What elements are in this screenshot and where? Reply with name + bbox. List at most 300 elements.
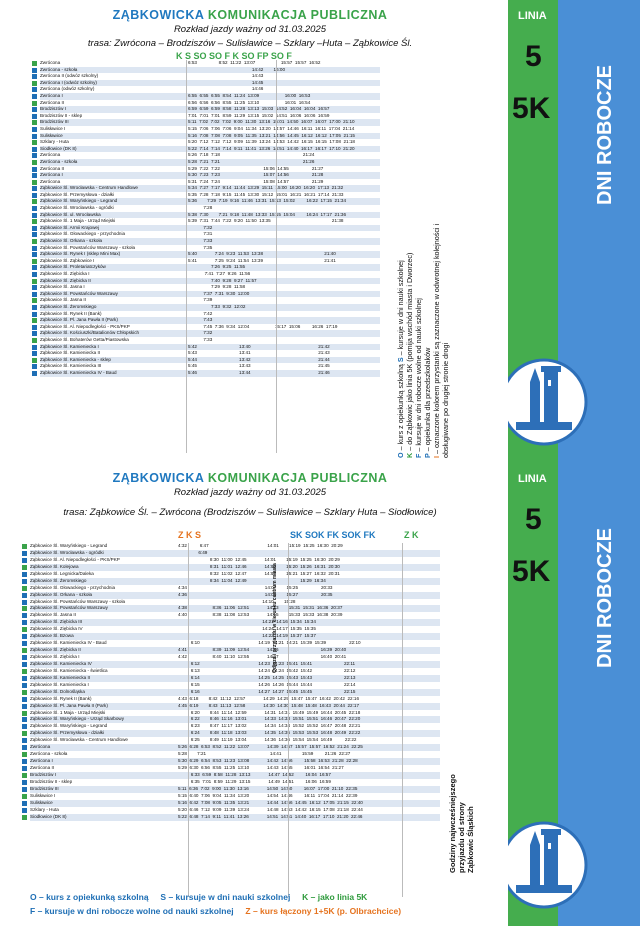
stop-name: Ząbkowice Śl. Powstańców Warszawy - szkoła — [40, 244, 136, 250]
stop-name: Ząbkowice Śl. Proletariatczyków — [40, 264, 106, 270]
stop-marker — [32, 232, 37, 237]
stop-name: Ząbkowice Śl. Ziębicka IV — [30, 626, 83, 632]
stop-name: Zwrócona II — [40, 165, 64, 171]
stop-name: Ząbkowice Śl. Armii Krajowej — [40, 224, 99, 230]
departure-times: 7:33 — [188, 238, 213, 244]
departure-times: 4:41 8:39 11:09 12:54 14:26 16:39 20:40 — [178, 647, 347, 653]
stop-marker — [32, 134, 37, 139]
stop-name: Brodziszów I — [40, 106, 67, 112]
departure-times: 14:46 — [188, 86, 264, 92]
stop-marker — [32, 153, 37, 158]
table-row — [40, 370, 380, 377]
stop-marker — [32, 272, 37, 277]
stop-marker — [32, 252, 37, 257]
stop-name: Ząbkowice Śl. Al. Niepodległości - PKS/PKP — [40, 323, 130, 329]
table-row — [30, 814, 440, 821]
table-row — [30, 696, 440, 703]
departure-times: 4:32 6:47 14:01 15:19 15:25 16:30 20:29 — [178, 543, 343, 548]
departure-times: 7:26 9:25 11:55 — [188, 264, 246, 270]
table-row — [40, 245, 380, 252]
stop-name: Zwrócona - szkoła — [40, 66, 78, 72]
stop-name: Ząbkowice Śl. Głowackiego - przychodnia — [30, 584, 116, 590]
departure-times: 8:30 11:00 12:45 14:01 15:19 15:25 16:30 20:29 — [178, 556, 340, 562]
stop-marker — [22, 593, 27, 598]
stop-marker — [32, 107, 37, 112]
table-row — [40, 159, 380, 166]
stop-name: Ząbkowice Śl. Powstańców Warszawy — [40, 290, 118, 296]
table-row — [30, 758, 440, 765]
stop-name: Brodziszów III — [30, 785, 59, 791]
stop-marker — [22, 787, 27, 792]
route-description-bottom: trasa: Ząbkowice Śl. – Zwrócona (Brodziszów – Sulisławice – Szklary Huta – Siodłowice) — [63, 507, 437, 518]
table-row — [40, 152, 380, 159]
table-row — [40, 271, 380, 278]
stop-name: Ząbkowice Śl. Pl. Jana Pawła II (Park) — [40, 317, 118, 323]
stop-marker — [32, 173, 37, 178]
departure-times: 14:42 16:00 — [188, 66, 286, 72]
departure-times: 6:24 8:48 11:18 13:03 14:35 14:35 15:53 15:53 16:48 20:49 22:22 — [178, 730, 361, 736]
departure-times: 5:11 7:02 7:02 7:02 9:00 11:30 13:16 15:01 14:50 16:07 16:07 17:00 21:10 — [188, 119, 355, 125]
validity-note-bottom: Rozkład jazdy ważny od 31.03.2025 — [173, 487, 327, 498]
departure-times: 5:29 6:30 6:56 8:55 11:25 13:10 14:43 14:55 16:01 16:54 21:27 — [178, 765, 344, 770]
table-row — [30, 710, 440, 717]
line-strip-top — [508, 0, 640, 463]
departure-times: 4:38 8:36 11:06 12:51 14:13 15:31 15:31 16:36 20:37 — [178, 605, 343, 611]
stop-name: Ząbkowice Śl. Waryńskiego - Legrand — [30, 723, 108, 729]
stop-marker — [32, 94, 37, 99]
stop-name: Ząbkowice Śl. Rynek I (sklep Mini Max) — [40, 251, 121, 257]
stop-marker — [22, 794, 27, 799]
stop-name: Siodłowice (DK 8) — [40, 145, 77, 151]
stop-marker — [22, 759, 27, 764]
stop-marker — [22, 773, 27, 778]
stop-name: Ząbkowice Śl. Kamieniecka IV - Baud — [30, 640, 107, 646]
stop-name: Ząbkowice Śl. Jasna II — [40, 297, 86, 303]
table-row — [30, 765, 440, 772]
table-row — [40, 304, 380, 311]
stop-name: Ząbkowice Śl. Ziębicka III — [30, 619, 83, 625]
departure-times: 5:43 13:41 21:43 — [188, 350, 330, 356]
stop-marker — [22, 738, 27, 743]
departure-times: 5:20 6:46 7:12 9:09 11:39 13:24 14:48 14:53 14:42 16:15 17:08 21:18 22:44 — [178, 806, 363, 812]
table-row — [40, 192, 380, 199]
table-row — [40, 185, 380, 192]
departure-times: 7:01 7:01 7:01 8:59 11:29 13:15 15:02 14:51 16:06 16:06 16:59 — [188, 112, 330, 118]
route-description: trasa: Zwrócona – Brodziszów – Sulisławice – Szklary –Huta – Ząbkowice Śl. — [87, 38, 413, 49]
stop-marker — [22, 613, 27, 618]
departure-times: 5:36 7:29 7:19 9:16 11:46 13:31 15:13 15:02 16:22 17:15 21:34 — [188, 198, 347, 204]
stop-name: Zwrócona I — [30, 758, 53, 764]
line-number: 5 — [525, 40, 542, 73]
departure-times: 7:39 — [188, 297, 213, 303]
table-row — [30, 800, 440, 807]
line-strip-bottom: LINIA 5 5K DNI ROBOCZE — [508, 463, 640, 926]
departure-times: 6:33 6:59 8:58 11:28 13:13 14:47 14:52 16:04 16:57 — [178, 771, 331, 777]
validity-note: Rozkład jazdy ważny od 31.03.2025 — [173, 24, 327, 35]
stop-marker — [22, 808, 27, 813]
departure-times: 5:16 6:42 7:08 9:05 11:35 13:21 14:44 14:56 14:45 16:12 17:05 21:15 22:40 — [178, 799, 363, 805]
stop-marker — [22, 565, 27, 570]
table-row — [40, 291, 380, 298]
days-label: DNI ROBOCZE — [594, 65, 616, 205]
departure-times: 6:13 14:24 14:24 15:42 15:42 22:12 — [178, 667, 356, 673]
departure-times: 5:42 13:40 21:42 — [188, 343, 330, 349]
stop-name: Ząbkowice Śl. Kamieniecka I — [40, 343, 99, 349]
column-header-c: Z K — [404, 530, 419, 540]
table-row — [40, 330, 380, 337]
table-row — [40, 133, 380, 140]
stop-name: Brodziszów II - sklep — [30, 778, 73, 784]
stop-name: Ząbkowice Śl. Bohaterów Getta/Piastowska — [40, 336, 129, 342]
table-row — [30, 661, 440, 668]
departure-times: 4:34 14:07 15:25 20:33 — [178, 584, 333, 590]
departure-times: 5:44 13:42 21:44 — [188, 356, 330, 362]
stop-name: Ząbkowice Śl. Waryńskiego - Legrand — [40, 198, 118, 204]
table-row — [30, 689, 440, 696]
stop-marker — [22, 648, 27, 653]
table-row — [40, 119, 380, 126]
stop-marker — [32, 87, 37, 92]
table-row — [40, 113, 380, 120]
departure-times: 5:22 7:14 7:14 7:14 9:11 11:41 13:26 14:51 14:40 16:17 16:17 17:10 21:20 — [188, 145, 355, 151]
departure-times: 7:33 9:32 12:02 — [188, 303, 246, 309]
table-row — [40, 225, 380, 232]
departure-times: 7:29 9:28 11:58 — [188, 284, 246, 290]
departure-times: 5:30 6:29 6:54 8:53 11:23 13:08 14:42 14:56 15:58 16:53 21:28 22:28 — [178, 758, 358, 764]
legend-bottom-line2: F – kursuje w dni robocze wolne od nauki szkolnej Z – kurs łączony 1+5K (p. Olbrachcice) — [30, 906, 402, 916]
table-row — [30, 682, 440, 689]
stop-name: Ząbkowice Śl. Dolnośląska — [30, 688, 85, 694]
departure-times: 14:10 15:28 — [178, 598, 296, 604]
stop-marker — [32, 81, 37, 86]
stop-name: Ząbkowice Śl. 1 Maja - Urząd Miejski — [40, 218, 116, 224]
stop-name: Zwrócona — [40, 152, 61, 158]
stop-marker — [22, 724, 27, 729]
departure-times: 7:41 7:27 9:26 11:56 — [188, 271, 251, 276]
stop-name: Ząbkowice Śl. Waryńskiego - Urząd Skarbowy — [30, 716, 125, 722]
stop-name: Brodziszów II - sklep — [40, 112, 83, 118]
stop-marker — [22, 627, 27, 632]
departure-times: 5:15 6:40 7:06 9:04 11:34 13:20 14:54 14:46 16:11 17:04 21:14 22:39 — [178, 792, 358, 798]
stop-name: Zwrócona — [40, 60, 61, 65]
table-row — [30, 571, 440, 578]
stop-name: Ząbkowice Śl. Kamieniecka II — [30, 674, 90, 680]
stop-marker — [32, 101, 37, 106]
stop-marker — [32, 338, 37, 343]
table-row — [30, 730, 440, 737]
departure-times: 6:14 14:25 14:25 15:43 15:43 22:13 — [178, 674, 356, 680]
stop-marker — [32, 259, 37, 264]
table-row — [40, 218, 380, 225]
table-row — [40, 146, 380, 153]
stop-marker — [32, 140, 37, 145]
stop-marker — [32, 239, 37, 244]
departure-times: 5:41 7:25 9:24 11:54 13:39 21:41 — [188, 257, 336, 263]
table-row — [40, 86, 380, 93]
stop-marker — [32, 120, 37, 125]
departure-times: 5:46 13:44 21:46 — [188, 369, 330, 375]
stop-name: Ząbkowice Śl. Pl. Jana Pawła II (Park) — [30, 702, 108, 708]
stop-marker — [32, 74, 37, 79]
table-row — [40, 258, 380, 265]
page-title: ZĄBKOWICKA KOMUNIKACJA PUBLICZNA — [112, 8, 388, 22]
departure-times: 7:32 — [188, 224, 213, 230]
table-row — [40, 139, 380, 146]
stop-name: Ząbkowice Śl. Wrocławska - Centrum Handlowe — [30, 737, 128, 743]
stop-name: Ząbkowice Śl. Ząbkowice I — [40, 257, 95, 263]
departure-times: 7:42 — [188, 310, 213, 316]
departure-times: 5:26 7:18 7:18 21:24 — [188, 152, 315, 158]
table-row — [30, 543, 440, 550]
side-note: Godziny najwcześniejszego przyjazdu od strony Ząbkowic Śląskich — [448, 774, 475, 873]
stop-marker — [32, 364, 37, 369]
table-row — [30, 647, 440, 654]
stop-name: Ząbkowice Śl. Rynek II (Bank) — [40, 310, 102, 316]
stop-name: Ząbkowice Śl. Żeromskiego — [30, 577, 87, 583]
stop-marker — [32, 318, 37, 323]
table-row — [40, 350, 380, 357]
table-row — [40, 212, 380, 219]
departure-times: 7:45 7:36 9:34 12:04 15:17 15:06 16:26 17:19 — [188, 323, 338, 329]
stop-marker — [22, 586, 27, 591]
stop-marker — [22, 600, 27, 605]
table-row — [30, 612, 440, 619]
departure-times: 7:33 — [188, 336, 213, 342]
table-row — [40, 179, 380, 186]
stop-marker — [32, 226, 37, 231]
stop-name: Ząbkowice Śl. Legnicka/Daleka — [30, 570, 94, 576]
table-row — [30, 557, 440, 564]
stop-marker — [32, 298, 37, 303]
stop-name: Szklary - Huta — [30, 806, 59, 812]
stop-name: Ząbkowice Śl. Kamieniecka I — [30, 681, 89, 687]
table-row — [40, 231, 380, 238]
departure-times: 6:22 8:46 11:16 13:01 14:33 14:33 15:51 15:51 16:46 20:47 22:20 — [178, 716, 361, 722]
table-row — [40, 324, 380, 331]
departure-times: 5:39 7:31 7:44 7:22 9:20 11:50 13:35 21:38 — [188, 218, 344, 224]
stop-name: Ząbkowice Śl. Głowackiego - przychodnia — [40, 231, 126, 237]
departure-times: 4:45 6:19 8:43 11:13 12:58 14:30 14:30 15:48 15:48 16:43 20:44 22:17 — [178, 702, 359, 708]
stop-marker — [32, 358, 37, 363]
table-row — [30, 654, 440, 661]
table-row — [30, 744, 440, 751]
stop-name: Ząbkowice Śl. Kolejowa — [30, 563, 79, 569]
departure-times: 4:43 6:18 8:42 11:12 12:57 14:29 14:29 15:47 15:47 16:42 20:42 22:16 — [178, 695, 359, 701]
stop-name: Sulisławice — [40, 132, 63, 138]
table-row — [40, 284, 380, 291]
stop-name: Ząbkowice Śl. Kamieniecka - sklep — [40, 356, 111, 362]
table-row — [30, 633, 440, 640]
departure-times: 6:49 — [178, 549, 208, 555]
legend-bottom-line1: O – kurs z opiekunką szkolną S – kursuje w dni nauki szkolnej K – jako linia 5K — [30, 892, 368, 902]
table-row — [30, 605, 440, 612]
mid-note: Odjazd i przyjazdu w kierunku centrum miasta — [272, 563, 278, 673]
stop-marker — [22, 683, 27, 688]
departure-times: 5:29 7:22 7:22 15:06 14:55 21:27 — [188, 165, 324, 171]
departure-times: 5:45 13:43 21:45 — [188, 363, 330, 369]
stop-marker — [32, 68, 37, 73]
stop-name: Ząbkowice Śl. Kamieniecka - świetlica — [30, 667, 108, 673]
stop-marker — [32, 180, 37, 185]
stop-name: Ząbkowice Śl. Powstańców Warszawy - szkoła — [30, 598, 126, 604]
stop-marker — [22, 766, 27, 771]
table-row — [30, 599, 440, 606]
departure-times: 6:25 8:49 11:19 13:04 14:36 14:36 15:54 15:54 16:49 22:22 — [178, 737, 357, 743]
linia-label: LINIA — [518, 10, 547, 22]
stop-marker — [32, 114, 37, 119]
stop-marker — [22, 780, 27, 785]
table-row — [30, 585, 440, 592]
departure-times: 6:35 7:01 8:59 11:29 13:15 14:49 14:51 16:06 16:59 — [178, 778, 331, 784]
stop-marker — [22, 745, 27, 750]
stop-name: Brodziszów III — [40, 119, 69, 125]
stop-marker — [32, 246, 37, 251]
stop-marker — [22, 662, 27, 667]
stop-name: Ząbkowice Śl. Kamieniecka II — [40, 350, 100, 356]
stop-marker — [22, 606, 27, 611]
stop-marker — [32, 265, 37, 270]
table-row — [40, 311, 380, 318]
departure-times: 5:26 6:28 6:53 8:52 11:22 13:07 14:39 14:57 15:57 15:57 16:52 21:24 22:25 — [178, 744, 363, 750]
stop-marker — [32, 160, 37, 165]
stop-marker — [32, 305, 37, 310]
stop-marker — [32, 186, 37, 191]
table-row — [30, 723, 440, 730]
table-row — [40, 166, 380, 173]
stop-name: Ząbkowice Śl. Wrocławska - ogródki — [30, 549, 104, 555]
departure-times: 6:56 6:56 6:56 8:55 11:25 13:10 16:01 16:54 — [188, 99, 311, 105]
departure-times: 6:55 6:55 6:55 8:54 11:24 13:09 16:00 16:53 — [188, 92, 311, 98]
column-header-a: Z K S — [178, 530, 202, 540]
stop-name: Zwrócona I — [40, 172, 63, 178]
stop-marker — [22, 731, 27, 736]
stop-marker — [22, 717, 27, 722]
stop-marker — [32, 312, 37, 317]
departure-times: 5:31 7:24 7:24 15:08 14:57 21:29 — [188, 178, 324, 184]
stop-marker — [22, 669, 27, 674]
stop-marker — [22, 704, 27, 709]
table-row — [40, 198, 380, 205]
stop-name: Zwrócona — [40, 178, 61, 184]
stop-marker — [32, 345, 37, 350]
table-row — [30, 640, 440, 647]
departure-times: 6:10 14:19 14:21 14:21 15:39 15:39 22:10 — [178, 640, 361, 646]
table-row — [40, 67, 380, 74]
departure-times: 6:23 8:47 11:17 13:02 14:34 14:34 15:52 15:52 16:47 20:48 22:21 — [178, 723, 361, 729]
departure-times: 6:16 14:27 14:27 15:45 15:45 22:15 — [178, 688, 356, 694]
stop-marker — [32, 325, 37, 330]
stop-name: Sulisławice I — [40, 125, 66, 131]
table-row — [30, 592, 440, 599]
stop-name: Ząbkowice Śl. Kościuszki/Batalionów Chłopskich — [40, 330, 140, 336]
stop-name: Ząbkowice Śl. Ziębicka I — [40, 271, 90, 276]
departure-times: 6:12 14:23 14:23 15:41 15:41 22:11 — [178, 660, 356, 666]
stop-name: Ząbkowice Śl. Ziębicka I — [30, 654, 80, 659]
stop-name: Zwrócona II — [30, 765, 54, 770]
timetable-bottom — [30, 543, 440, 821]
stop-marker — [32, 147, 37, 152]
departure-times: 5:30 7:23 7:23 15:07 14:56 21:28 — [188, 172, 324, 178]
stop-name: Zwrócona I (odwóz szkolny) — [40, 79, 97, 85]
departure-times: 5:28 7:21 7:21 21:26 — [188, 158, 315, 164]
stop-name: Ząbkowice Śl. Rynek II (Bank) — [30, 695, 92, 701]
departure-times: 5:20 7:12 7:12 7:12 9:09 11:39 13:24 14:53 14:42 16:15 16:15 17:08 21:18 — [188, 139, 355, 145]
table-row — [40, 106, 380, 113]
stop-name: Ząbkowice Śl. Ziębicka II — [30, 647, 81, 653]
stop-name: Zwrócona II (odwóz szkolny) — [40, 73, 99, 79]
table-row — [40, 60, 380, 67]
table-row — [30, 550, 440, 557]
column-header: K S SO SO F K SO FP SO F — [176, 51, 292, 61]
legend-top: O – kurs z opiekunką szkolną S – kursuje w dni nauki szkolnej K – do Ząbkowic jako linia 5K (pomija wschód miasta i Dworzec) F – kursuje w dni robocze wolne od nauki szkolnej P – opiekunka dla przedszkolaków I – oznaczone kolorem przystanki są zaznaczone w odwrotnej kolejności i obsługiwane po drugiej stronie drogi — [396, 223, 450, 458]
stop-name: Ząbkowice Śl. Orkana - szkoła — [30, 591, 93, 597]
stop-name: Ząbkowice Śl. Przemysłowa - działki — [30, 730, 105, 736]
departure-times: 6:59 6:59 6:59 8:58 11:28 13:13 15:03 14:52 16:04 16:04 16:57 — [188, 106, 330, 112]
table-row — [30, 564, 440, 571]
stop-name: Siodłowice (DK 8) — [30, 813, 67, 819]
line-number-k: 5K — [512, 92, 551, 125]
table-row — [40, 238, 380, 245]
stop-marker — [22, 655, 27, 660]
departure-times: 7:35 — [188, 244, 213, 250]
stop-name: Ząbkowice Śl. Waryńskiego - Legrand — [30, 543, 108, 548]
stop-marker — [32, 167, 37, 172]
stop-name: Ząbkowice Śl. Orkana - szkoła — [40, 238, 103, 244]
stop-marker — [32, 351, 37, 356]
table-row — [40, 317, 380, 324]
stop-marker — [32, 219, 37, 224]
stop-marker — [22, 697, 27, 702]
departure-times: 5:40 7:24 9:23 11:53 13:38 21:40 — [188, 251, 336, 257]
stop-name: Zwrócona - szkoła — [30, 751, 68, 757]
stop-marker — [22, 815, 27, 820]
stop-name: Ząbkowice Śl. Al. Niepodległości - PKS/PKP — [30, 556, 120, 562]
stop-name: Ząbkowice Śl. Ziębicka II — [40, 277, 91, 283]
table-row — [30, 668, 440, 675]
table-row — [40, 93, 380, 100]
stop-marker — [32, 193, 37, 198]
table-row — [40, 278, 380, 285]
table-row — [40, 73, 380, 80]
stop-name: Sulisławice I — [30, 792, 56, 798]
stop-name: Ząbkowice Śl. Bzowa — [30, 633, 74, 639]
table-row — [30, 703, 440, 710]
departure-times: 5:38 7:30 7:21 9:18 11:48 13:33 15:15 15:04 16:24 17:17 21:36 — [188, 211, 347, 217]
stop-name: Ząbkowice Śl. Powstańców Warszawy — [30, 605, 108, 611]
departure-times: 8:32 11:02 12:47 14:03 15:21 15:27 16:32 20:31 — [178, 570, 340, 576]
stop-marker — [32, 292, 37, 297]
departure-times: 5:15 7:06 7:06 7:06 9:04 11:34 13:20 14:57 14:46 16:11 16:11 17:04 21:14 — [188, 125, 355, 131]
table-row — [30, 626, 440, 633]
table-row — [40, 344, 380, 351]
stop-name: Ząbkowice Śl. Kamieniecka IV - Baud — [40, 369, 117, 375]
town-logo — [508, 340, 640, 463]
departure-times: 14:24 14:17 15:35 15:35 — [178, 626, 316, 632]
departure-times: 14:45 — [188, 79, 264, 85]
stop-marker — [22, 572, 27, 577]
stop-name: Ząbkowice Śl. Kamieniecka III — [40, 363, 102, 369]
stop-marker — [22, 676, 27, 681]
departure-times: 7:31 — [188, 231, 213, 237]
stop-name: Zwrócona - szkoła — [40, 158, 78, 164]
table-row — [40, 80, 380, 87]
stop-name: Ząbkowice Śl. ul. Wrocławska — [40, 211, 101, 217]
table-row — [30, 578, 440, 585]
stop-marker — [22, 579, 27, 584]
departure-times: 4:40 8:38 11:08 12:53 14:15 15:33 15:33 16:38 20:39 — [178, 612, 343, 618]
stop-marker — [22, 634, 27, 639]
departure-times: 4:36 14:09 15:27 20:35 — [178, 591, 333, 597]
